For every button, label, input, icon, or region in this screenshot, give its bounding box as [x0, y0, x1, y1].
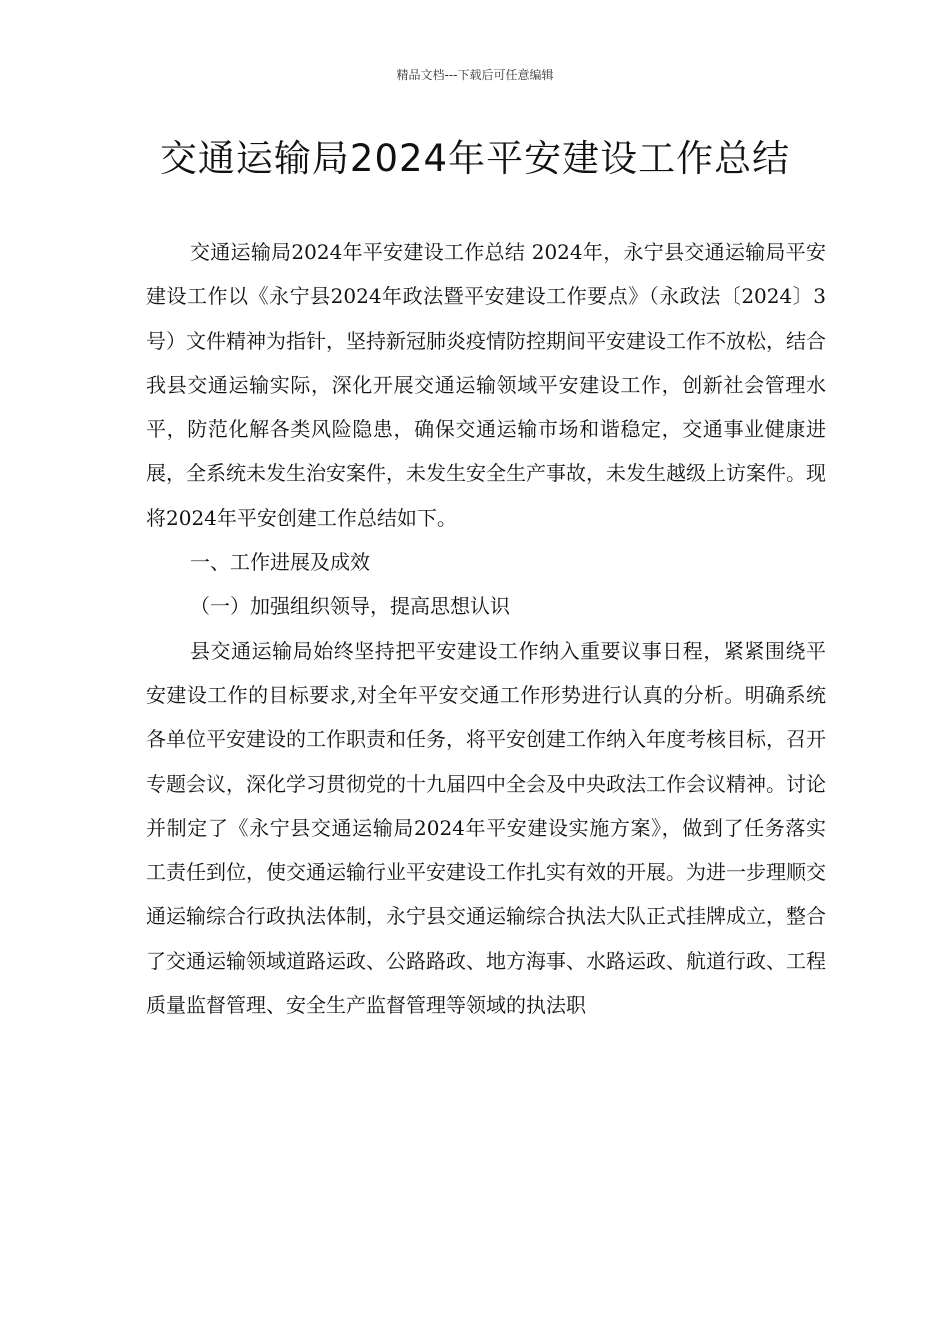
document-title: 交通运输局2024年平安建设工作总结 — [159, 137, 791, 180]
paragraph-body: 县交通运输局始终坚持把平安建设工作纳入重要议事日程，紧紧围绕平安建设工作的目标要求,对全年平安交通工作形势进行认真的分析。明确系统各单位平安建设的工作职责和任务，将平安创建工作纳入年度考核目标，召开专题会议，深化学习贯彻党的十九届四中全会及中央政法工作会议精神。讨论并制定了《永宁县交通运输局2024年平安建设实施方案》，做到了任务落实工责任到位，使交通运输行业平安建设工作扎实有效的开展。为进一步理顺交通运输综合行政执法体制，永宁县交通运输综合执法大队正式挂牌成立，整合了交通运输领域道路运政、公路路政、地方海事、水路运政、航道行政、工程质量监督管理、安全生产监督管理等领域的执法职 — [146, 638, 826, 1018]
document-body — [146, 230, 826, 1027]
section-heading-1: 一、工作进展及成效 — [190, 550, 370, 575]
subsection-heading-1: （一）加强组织领导，提高思想认识 — [190, 594, 510, 619]
header-note: 精品文档---下载后可任意编辑 — [396, 68, 554, 82]
paragraph-intro: 交通运输局2024年平安建设工作总结 2024年，永宁县交通运输局平安建设工作以《永宁县2024年政法暨平安建设工作要点》（永政法〔2024〕3号）文件精神为指针，坚持新冠肺炎疫情防控期间平安建设工作不放松，结合我县交通运输实际，深化开展交通运输领域平安建设工作，创新社会管理水平，防范化解各类风险隐患，确保交通运输市场和谐稳定，交通事业健康进展，全系统未发生治安案件，未发生安全生产事故，未发生越级上访案件。现将2024年平安创建工作总结如下。 — [146, 240, 826, 530]
